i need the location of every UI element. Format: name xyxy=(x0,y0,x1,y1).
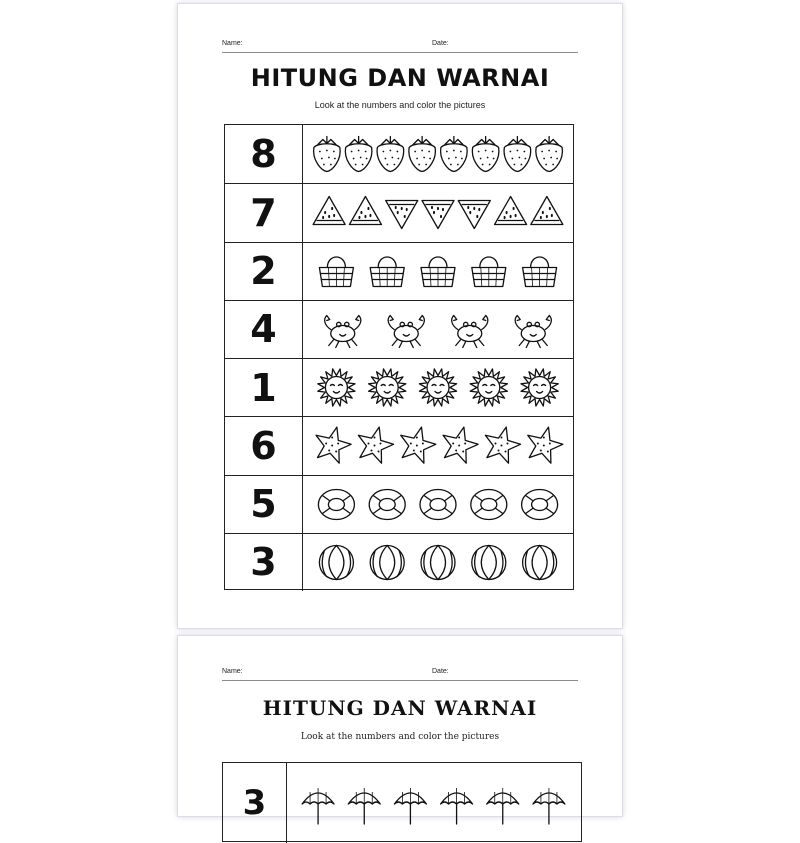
worksheet-page-1 xyxy=(178,4,622,628)
sun-icon xyxy=(318,369,355,406)
beach-umbrella-icon xyxy=(487,788,519,824)
beach-ball-icon xyxy=(319,545,353,579)
watermelon-slice-icon xyxy=(422,201,454,229)
picture-row-svg xyxy=(303,184,573,241)
beach-bag-icon xyxy=(319,257,353,287)
worksheet-subtitle: Look at the numbers and color the pictures xyxy=(314,100,486,110)
strawberry-icon xyxy=(472,137,499,172)
watermelon-slice-icon xyxy=(349,197,381,225)
strawberry-icon xyxy=(504,137,531,172)
worksheet-title: HITUNG DAN WARNAI xyxy=(262,696,538,720)
picture-row-svg xyxy=(303,243,573,300)
date-label: Date: xyxy=(432,668,449,675)
row-number: 6 xyxy=(225,417,303,474)
swim-ring-icon xyxy=(522,489,558,519)
row-number: 3 xyxy=(223,763,287,843)
picture-row-svg xyxy=(303,417,573,474)
grid-row xyxy=(225,242,573,300)
sun-icon xyxy=(419,369,456,406)
grid-row xyxy=(225,475,573,533)
beach-bag-icon xyxy=(472,257,506,287)
starfish-icon xyxy=(528,427,563,463)
beach-ball-icon xyxy=(370,545,404,579)
row-number: 8 xyxy=(225,125,303,183)
strawberry-icon xyxy=(314,137,341,172)
row-number: 3 xyxy=(225,534,303,591)
row-number: 1 xyxy=(225,359,303,416)
starfish-icon xyxy=(358,427,393,463)
picture-cell xyxy=(287,763,581,843)
beach-bag-icon xyxy=(523,257,557,287)
watermelon-slice-icon xyxy=(458,201,490,229)
grid-row xyxy=(223,763,581,843)
date-label: Date: xyxy=(432,40,449,47)
beach-ball-icon xyxy=(472,545,506,579)
picture-cell xyxy=(303,184,573,241)
grid-row xyxy=(225,125,573,183)
name-date-line xyxy=(222,40,578,53)
picture-row-svg xyxy=(303,359,573,416)
crab-icon xyxy=(388,315,424,347)
beach-bag-icon xyxy=(370,257,404,287)
starfish-icon xyxy=(443,427,478,463)
swim-ring-icon xyxy=(318,489,354,519)
picture-cell xyxy=(303,476,573,533)
beach-ball-icon xyxy=(421,545,455,579)
row-number: 2 xyxy=(225,243,303,300)
picture-row-svg xyxy=(303,125,573,182)
worksheet-subtitle: Look at the numbers and color the pictures xyxy=(300,732,500,742)
crab-icon xyxy=(515,315,551,347)
beach-ball-icon xyxy=(523,545,557,579)
worksheet-page-2 xyxy=(178,636,622,823)
row-number: 7 xyxy=(225,184,303,241)
sun-icon xyxy=(470,369,507,406)
watermelon-slice-icon xyxy=(313,197,345,225)
strawberry-icon xyxy=(536,137,563,172)
grid-row xyxy=(225,300,573,358)
swim-ring-icon xyxy=(420,489,456,519)
beach-umbrella-icon xyxy=(394,788,426,824)
starfish-icon xyxy=(401,427,436,463)
watermelon-slice-icon xyxy=(386,201,418,229)
starfish-icon xyxy=(485,427,520,463)
watermelon-slice-icon xyxy=(531,197,563,225)
grid-row xyxy=(225,358,573,416)
crab-icon xyxy=(452,315,488,347)
beach-umbrella-icon xyxy=(348,788,380,824)
grid-row xyxy=(225,533,573,591)
picture-row-svg xyxy=(303,476,573,533)
crab-icon xyxy=(325,315,361,347)
picture-cell xyxy=(303,417,573,474)
picture-cell xyxy=(303,359,573,416)
picture-row-svg xyxy=(303,301,573,358)
sun-icon xyxy=(521,369,558,406)
strawberry-icon xyxy=(345,137,372,172)
count-grid xyxy=(224,124,574,590)
name-date-line xyxy=(222,668,578,681)
swim-ring-icon xyxy=(369,489,405,519)
beach-umbrella-icon xyxy=(441,788,473,824)
picture-cell xyxy=(303,243,573,300)
sun-icon xyxy=(369,369,406,406)
picture-cell xyxy=(303,301,573,358)
strawberry-icon xyxy=(441,137,468,172)
swim-ring-icon xyxy=(471,489,507,519)
watermelon-slice-icon xyxy=(495,197,527,225)
beach-umbrella-icon xyxy=(302,788,334,824)
worksheet-title: HITUNG DAN WARNAI xyxy=(250,64,550,92)
picture-cell xyxy=(303,125,573,183)
row-number: 4 xyxy=(225,301,303,358)
starfish-icon xyxy=(316,427,351,463)
count-grid xyxy=(222,762,582,842)
grid-row xyxy=(225,416,573,474)
beach-umbrella-icon xyxy=(533,788,565,824)
picture-row-svg xyxy=(303,534,573,591)
name-label: Name: xyxy=(222,668,243,675)
picture-cell xyxy=(303,534,573,591)
strawberry-icon xyxy=(409,137,436,172)
strawberry-icon xyxy=(377,137,404,172)
picture-row-svg xyxy=(287,763,580,841)
name-label: Name: xyxy=(222,40,243,47)
beach-bag-icon xyxy=(421,257,455,287)
grid-row xyxy=(225,183,573,241)
row-number: 5 xyxy=(225,476,303,533)
